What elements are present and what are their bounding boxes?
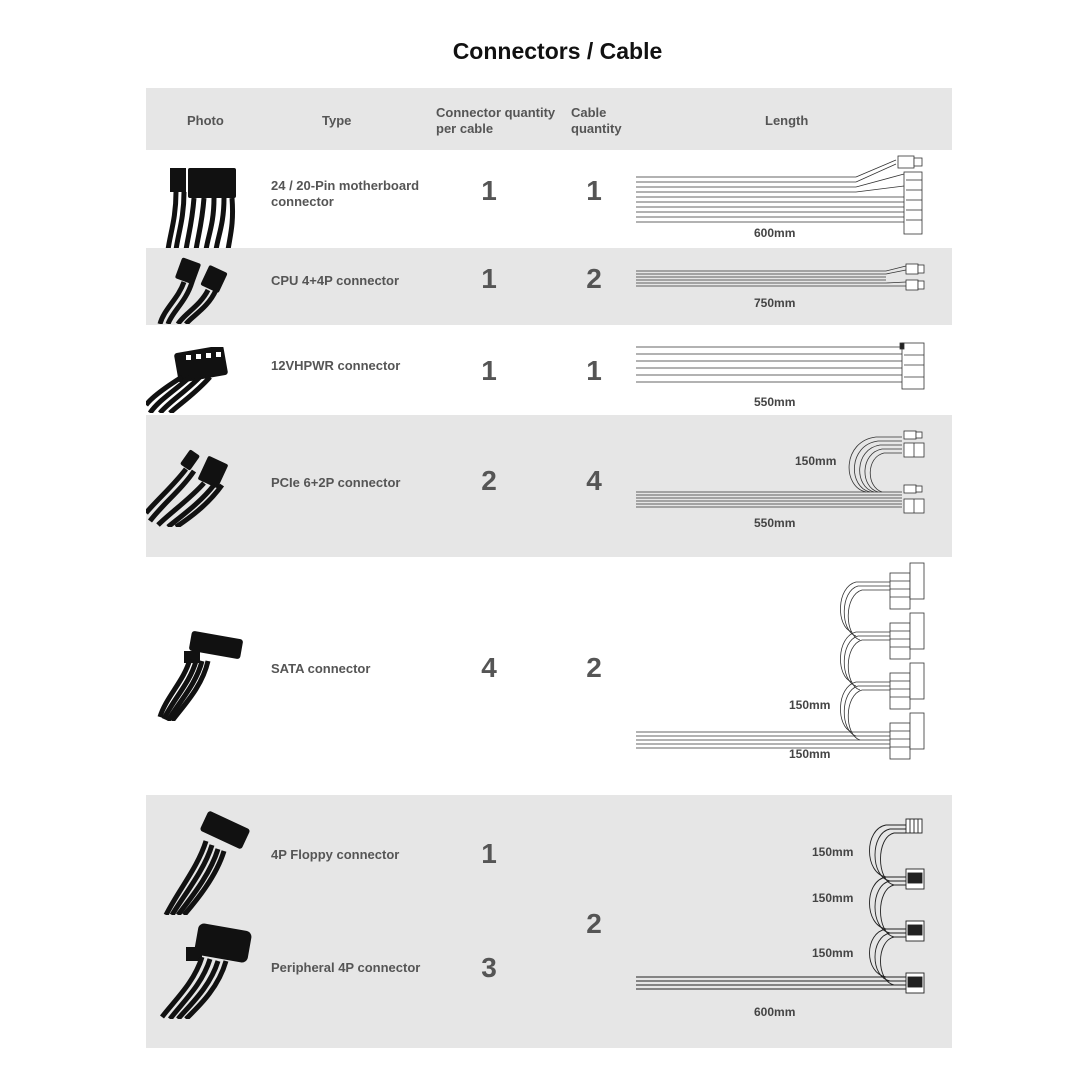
table-row <box>146 557 952 795</box>
peripheral-branch-length-1: 150mm <box>812 845 854 859</box>
12vhpwr-cable-diagram <box>146 325 952 415</box>
type-label: 12VHPWR connector <box>271 358 401 373</box>
table-row <box>146 150 952 248</box>
connector-quantity: 1 <box>481 263 497 294</box>
cable-quantity: 4 <box>586 465 602 496</box>
cpu-cable-diagram <box>146 248 952 325</box>
connector-quantity: 1 <box>481 175 497 206</box>
connector-quantity: 4 <box>481 652 497 683</box>
cable-quantity: 1 <box>586 355 602 386</box>
header-cable-quantity-line1: Cable <box>571 105 607 120</box>
sata-branch-length-1: 150mm <box>789 698 831 712</box>
cable-quantity: 2 <box>586 652 602 683</box>
cable-quantity: 1 <box>586 175 602 206</box>
cable-quantity: 2 <box>586 263 602 294</box>
table-row <box>146 248 952 325</box>
cable-length-branch: 150mm <box>795 454 837 468</box>
table-row <box>146 415 952 557</box>
header-length: Length <box>765 113 809 128</box>
header-connector-quantity-line1: Connector quantity <box>436 105 556 120</box>
connector-table <box>146 88 952 1048</box>
cable-length: 550mm <box>754 395 796 409</box>
table-row <box>146 325 952 415</box>
sata-branch-length-2: 150mm <box>789 747 831 761</box>
header-cable-quantity-line2: quantity <box>571 121 622 136</box>
pcie-cable-diagram <box>146 415 952 557</box>
connector-quantity: 2 <box>481 465 497 496</box>
type-label: CPU 4+4P connector <box>271 273 400 288</box>
header-photo: Photo <box>187 113 224 128</box>
cable-quantity: 2 <box>586 908 602 939</box>
connector-quantity: 1 <box>481 355 497 386</box>
connector-quantity: 3 <box>481 952 497 983</box>
header-connector-quantity <box>436 105 555 137</box>
type-label: SATA connector <box>271 661 371 676</box>
motherboard-cable-diagram <box>146 150 952 248</box>
table-row <box>146 795 952 1048</box>
table-header <box>146 88 952 150</box>
page-title: Connectors / Cable <box>452 38 663 64</box>
header-type: Type <box>322 113 352 128</box>
type-label: PCIe 6+2P connector <box>271 475 401 490</box>
cable-length: 600mm <box>754 226 796 240</box>
connector-quantity: 1 <box>481 838 497 869</box>
peripheral-branch-length-3: 150mm <box>812 946 854 960</box>
type-label: 24 / 20-Pin motherboard connector <box>271 178 420 209</box>
type-label: Peripheral 4P connector <box>271 960 421 975</box>
sata-cable-diagram <box>146 557 952 795</box>
peripheral-cable-length: 600mm <box>754 1005 796 1019</box>
type-label: 4P Floppy connector <box>271 847 400 862</box>
cable-length: 750mm <box>754 296 796 310</box>
peripheral-cable-diagram <box>146 795 952 1048</box>
peripheral-branch-length-2: 150mm <box>812 891 854 905</box>
header-cable-quantity <box>571 105 622 137</box>
header-connector-quantity-line2: per cable <box>436 121 494 136</box>
pcie-cable-length: 550mm <box>754 516 796 530</box>
